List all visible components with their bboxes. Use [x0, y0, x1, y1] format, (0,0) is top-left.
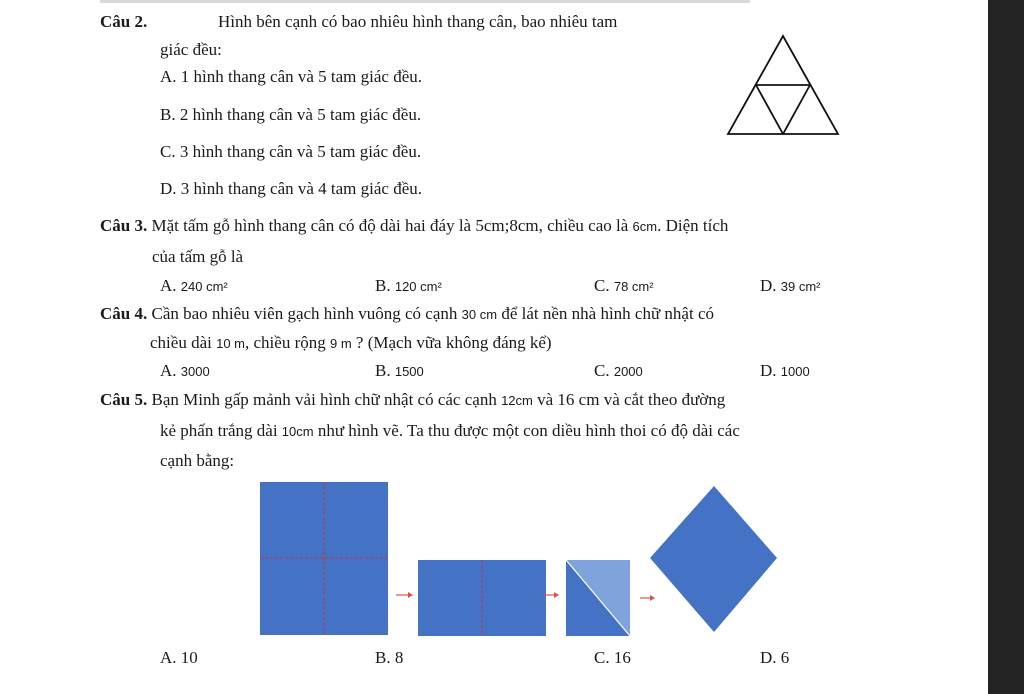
q4-line1: [100, 304, 714, 325]
q5-option-d: D. 6: [760, 648, 790, 667]
q5-option-c: C. 16: [594, 648, 631, 667]
q3-option-d: D. 39 cm²: [760, 276, 821, 295]
q5-line1: Câu 5. Bạn Minh gấp mảnh vải hình chữ nhật có các cạnh 12cm và 16 cm và cắt theo đường: [100, 390, 726, 409]
q3-line2: của tấm gỗ là: [152, 247, 244, 266]
q4-number: Câu 4.: [100, 304, 148, 323]
rhombus-kite: [650, 486, 777, 632]
screen-edge-bar: [988, 0, 1024, 694]
q5-line2: kẻ phấn trắng dài 10cm như hình vẽ. Ta thu được một con diều hình thoi có độ dài các: [160, 421, 740, 440]
folding-figure: [258, 480, 783, 640]
q5-option-b: B. 8: [375, 648, 404, 667]
q3-text-b: , chiều cao là: [538, 216, 629, 235]
q3-option-b: B. 120 cm²: [375, 276, 442, 295]
q3-line1: [100, 216, 728, 237]
q2-number: Câu 2.: [100, 12, 148, 31]
triangle-figure: [720, 32, 846, 140]
q5-line3: cạnh bằng:: [160, 451, 235, 470]
q3-option-a: A. 240 cm²: [160, 276, 228, 295]
q3-text-a: Mặt tấm gỗ hình thang cân có độ dài hai đáy là: [151, 216, 472, 235]
inner-left-edge: [756, 85, 783, 134]
q5-number: Câu 5.: [100, 390, 148, 409]
q2-option-c: C. 3 hình thang cân và 5 tam giác đều.: [160, 142, 422, 161]
q2-option-d: D. 3 hình thang cân và 4 tam giác đều.: [160, 179, 423, 198]
q4-text-a: Cần bao nhiêu viên gạch hình vuông có cạnh: [151, 304, 458, 323]
q3-text-c: . Diện tích: [657, 216, 729, 235]
q3-bases: 5cm;8cm: [475, 216, 539, 235]
q2-text-line2: giác đều:: [160, 40, 222, 59]
cropped-top-line: [100, 0, 750, 3]
q4-length: 10 m: [216, 336, 245, 351]
q4-option-b: B. 1500: [375, 361, 424, 380]
q4-option-d: D. 1000: [760, 361, 810, 380]
q3-option-c: C. 78 cm²: [594, 276, 654, 295]
arrow-2-head: [554, 592, 559, 598]
arrow-1-head: [408, 592, 413, 598]
q5-side1: 12cm: [501, 393, 533, 408]
q3-number: Câu 3.: [100, 216, 148, 235]
q2-text-line1: Hình bên cạnh có bao nhiêu hình thang cân, bao nhiêu tam: [218, 12, 618, 31]
q2-option-a: A. 1 hình thang cân và 5 tam giác đều.: [160, 67, 423, 86]
q4-line2: chiều dài 10 m, chiều rộng 9 m ? (Mạch vữa không đáng kể): [150, 333, 552, 352]
inner-right-edge: [783, 85, 810, 134]
q3-height: 6cm: [632, 219, 658, 234]
q4-side: 30 cm: [461, 307, 498, 322]
q4-text-b: để lát nền nhà hình chữ nhật có: [501, 304, 714, 323]
q4-option-c: C. 2000: [594, 361, 643, 380]
arrow-3-head: [650, 595, 655, 601]
q5-option-a: A. 10: [160, 648, 198, 667]
q2-option-b: B. 2 hình thang cân và 5 tam giác đều.: [160, 105, 422, 124]
q4-option-a: A. 3000: [160, 361, 210, 380]
q5-chalk: 10cm: [281, 424, 314, 439]
q4-width: 9 m: [329, 336, 352, 351]
